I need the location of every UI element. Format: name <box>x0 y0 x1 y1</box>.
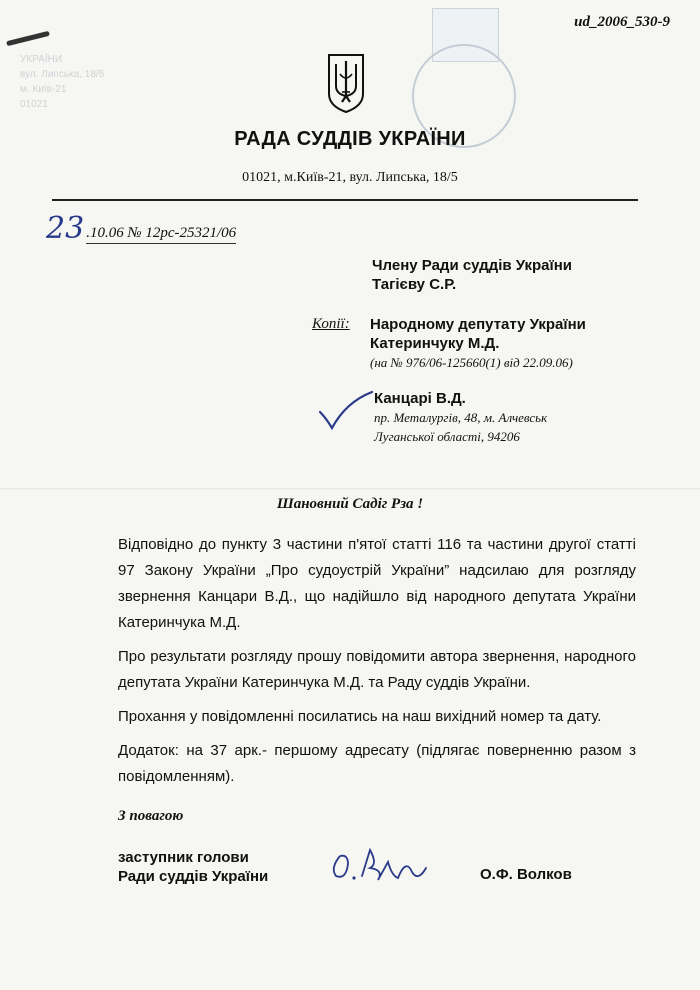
organization-title: РАДА СУДДІВ УКРАЇНИ <box>234 128 466 150</box>
recipient-line: Члену Ради суддів України <box>372 257 573 274</box>
faded-sender-line: УКРАЇНИ <box>20 54 63 65</box>
faded-sender-line: 01021 <box>20 99 48 110</box>
body-paragraph: Прохання у повідомленні посилатись на наш вихідний номер та дату. <box>118 708 602 725</box>
coat-of-arms-icon <box>326 52 366 114</box>
recipient-address-line: пр. Металургів, 48, м. Алчевськ <box>374 410 548 425</box>
document-code: ud_2006_530-9 <box>574 14 670 30</box>
body-paragraph: Про результати розгляду прошу повідомити автора звернення, народного депутата України Катеринчука М.Д. та Раду суддів України. <box>118 648 636 691</box>
pen-mark <box>6 31 50 46</box>
checkmark-icon <box>316 388 376 434</box>
body-paragraph: Додаток: на 37 арк.- першому адресату (підлягає поверненню разом з повідомленням). <box>118 742 636 785</box>
signer-position <box>118 848 268 886</box>
recipient-line: Народному депутату України <box>370 316 586 333</box>
body-paragraph: Відповідно до пункту 3 частини п'ятої статті 116 та частини другої статті 97 Закону України „Про судоустрій України” надсилаю для розгляду звернення Канцари В.Д., що надійшло від народного депутата України Катеринчука М.Д. <box>118 536 636 631</box>
letter-body <box>118 532 636 798</box>
recipient-line: Катеринчуку М.Д. <box>370 335 500 352</box>
registration-day-handwritten: 23 <box>46 211 85 246</box>
signer-name: О.Ф. Волков <box>480 866 572 883</box>
copy-recipient-deputy <box>370 315 586 372</box>
faded-sender-line: вул. Липська, 18/5 <box>20 69 105 80</box>
signer-position-line: Ради суддів України <box>118 868 269 885</box>
salutation: Шановний Садіг Рза ! <box>276 496 424 512</box>
paper-fold <box>0 488 700 491</box>
recipient-line: Тагієву С.Р. <box>372 276 457 293</box>
handwritten-signature <box>326 842 436 886</box>
closing-phrase: З повагою <box>118 808 184 824</box>
copy-recipient-applicant <box>374 389 547 446</box>
signer-position-line: заступник голови <box>118 849 249 866</box>
recipient-line: Канцарі В.Д. <box>374 390 466 407</box>
faded-sender-block <box>20 52 104 112</box>
header-divider <box>52 199 638 201</box>
recipient-address-line: Луганської області, 94206 <box>374 429 520 444</box>
recipient-note: (на № 976/06-125660(1) від 22.09.06) <box>370 355 573 370</box>
copies-label: Копії: <box>312 316 350 332</box>
registration-line <box>46 211 237 246</box>
organization-address: 01021, м.Київ-21, вул. Липська, 18/5 <box>242 170 458 185</box>
faded-sender-line: м. Київ-21 <box>20 84 67 95</box>
primary-recipient <box>372 256 572 294</box>
registration-number: .10.06 № 12рс-25321/06 <box>86 225 236 244</box>
